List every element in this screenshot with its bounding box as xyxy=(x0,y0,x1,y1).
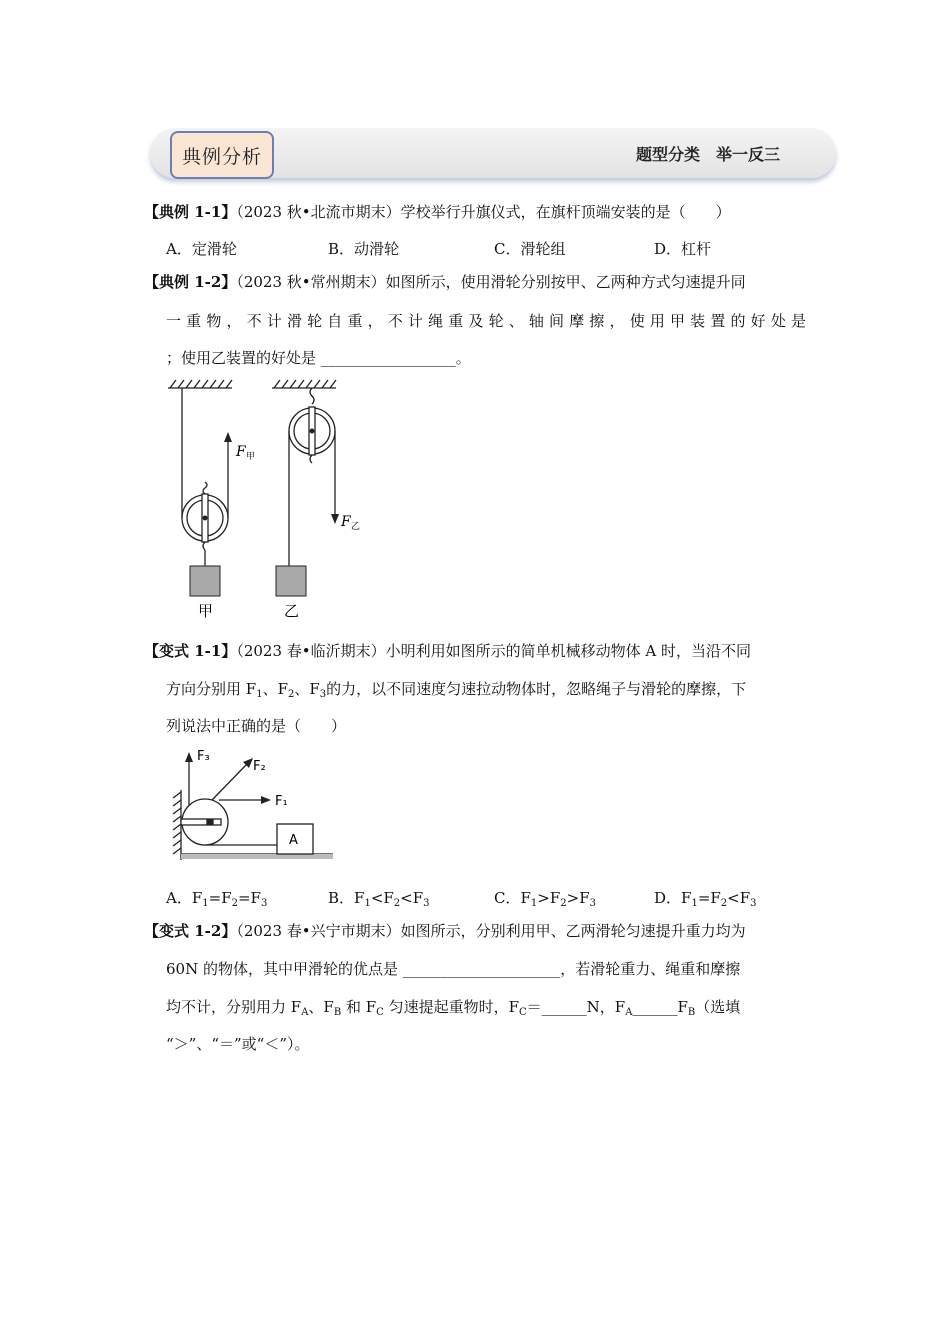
option-b: B．$F_1<F_2<F_3$ xyxy=(328,889,430,909)
option-c: C．滑轮组 xyxy=(494,240,566,258)
question-label: 【典例 1-2】 xyxy=(144,273,237,291)
arrow-f-yi xyxy=(331,514,339,524)
horizontal-pulley-figure xyxy=(165,742,340,870)
ground xyxy=(181,854,333,859)
question-line: （2023 秋•常州期末）如图所示，使用滑轮分别按甲、乙两种方式匀速提升同 xyxy=(236,273,746,291)
question-variant-1-2 xyxy=(144,921,746,941)
weight-block-jia xyxy=(190,566,220,596)
arrow-f3 xyxy=(185,752,193,762)
question-line: 一重物，不计滑轮自重，不计绳重及轮、轴间摩擦，使用甲装置的好处是 xyxy=(166,312,806,330)
question-label: 【典例 1-1】 xyxy=(144,203,237,221)
label-f-jia: F xyxy=(236,444,246,460)
ceiling-yi xyxy=(272,380,336,388)
label-f2: F₂ xyxy=(253,759,266,774)
arrow-f-jia xyxy=(224,432,232,442)
question-label: 【变式 1-2】 xyxy=(144,922,237,940)
question-variant-1-1 xyxy=(144,641,751,661)
label-f-yi: F xyxy=(341,514,351,530)
label-f3: F₃ xyxy=(197,749,210,764)
question-stem: （2023 秋•北流市期末）学校举行升旗仪式，在旗杆顶端安装的是（ ） xyxy=(236,203,731,221)
option-b: B．动滑轮 xyxy=(328,240,400,258)
option-a: A．$F_1=F_2=F_3$ xyxy=(166,889,268,909)
question-line: 60N 的物体，其中甲滑轮的优点是 _____________________，若滑轮重力、绳重和摩擦 xyxy=(166,960,741,978)
caption-yi: 乙 xyxy=(284,602,300,620)
question-label: 【变式 1-1】 xyxy=(144,642,237,660)
weight-block-yi xyxy=(276,566,306,596)
question-1-2 xyxy=(144,272,746,292)
arrow-f1 xyxy=(261,796,271,804)
option-c: C．$F_1>F_2>F_3$ xyxy=(494,889,596,909)
caption-jia: 甲 xyxy=(198,602,214,620)
banner-subtitle: 题型分类 举一反三 xyxy=(636,145,781,164)
option-d: D．杠杆 xyxy=(654,240,712,258)
question-line: （2023 春•临沂期末）小明利用如图所示的简单机械移动物体 A 时，当沿不同 xyxy=(236,642,751,660)
label-block-a: A xyxy=(289,833,298,848)
question-line: 方向分别用 $F_1$、$F_2$、$F_3$的力，以不同速度匀速拉动物体时，忽略绳子与滑轮的摩擦，下 xyxy=(166,680,747,700)
question-line: （2023 春•兴宁市期末）如图所示，分别利用甲、乙两滑轮匀速提升重力均为 xyxy=(236,922,746,940)
ceiling-jia xyxy=(168,380,232,388)
question-1-1 xyxy=(144,202,731,222)
section-tag: 典例分析 xyxy=(170,131,274,179)
option-a: A．定滑轮 xyxy=(166,240,237,258)
question-line: 列说法中正确的是（ ） xyxy=(166,717,347,735)
pulley-figure xyxy=(160,376,380,626)
question-line: 均不计，分别用力 $F_A$、$F_B$ 和 $F_C$ 匀速提起重物时，$F_C=\_\_\_\_\_\_N$，$F_A\_\_\_\_\_\_F_B$（选填 xyxy=(166,998,741,1018)
fixed-pulley xyxy=(289,388,335,566)
label-f1: F₁ xyxy=(275,794,288,809)
question-line: “＞”、“＝”或“＜”）。 xyxy=(166,1035,310,1053)
option-d: D．$F_1=F_2<F_3$ xyxy=(654,889,757,909)
pulley xyxy=(181,762,277,845)
movable-pulley xyxy=(182,388,228,550)
wall xyxy=(173,790,181,860)
question-line: ；使用乙装置的好处是 __________________。 xyxy=(166,349,471,367)
label-f-yi-sub: 乙 xyxy=(351,522,361,532)
label-f-jia-sub: 甲 xyxy=(246,452,256,462)
